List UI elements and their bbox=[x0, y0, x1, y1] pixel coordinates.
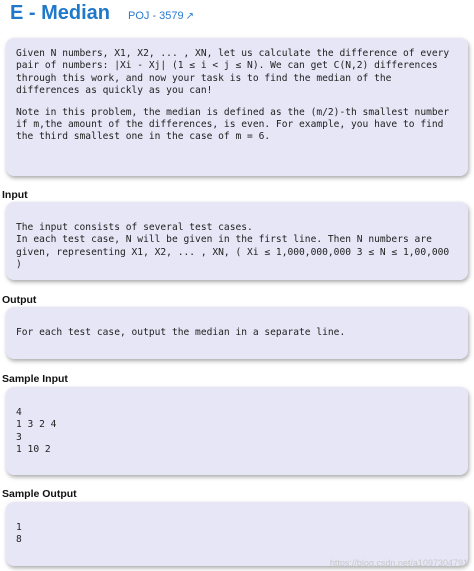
source-link[interactable] bbox=[128, 10, 194, 22]
sample-output-heading: Sample Output bbox=[2, 488, 77, 500]
input-panel bbox=[6, 202, 468, 280]
sample-input-line: 4 bbox=[16, 407, 22, 418]
output-panel bbox=[6, 307, 468, 359]
sample-input-line: 3 bbox=[16, 431, 22, 443]
problem-header bbox=[10, 2, 194, 30]
sample-input-panel bbox=[6, 387, 468, 475]
output-text: For each test case, output the median in a separate line. bbox=[16, 327, 346, 338]
sample-input-line: 1 10 2 bbox=[16, 444, 51, 456]
sample-output-line: 1 bbox=[16, 522, 22, 533]
input-line-1: The input consists of several test cases. bbox=[16, 222, 253, 233]
source-link-label: POJ - 3579 bbox=[128, 10, 184, 22]
sample-output-panel bbox=[6, 502, 468, 566]
external-link-icon: ↗ bbox=[185, 11, 195, 22]
problem-title: E - Median bbox=[10, 2, 111, 24]
description-paragraph-1: Given N numbers, X1, X2, ... , XN, let us calculate the difference of every pair of numbers: ∣Xi - Xj∣ (1 ≤ i < j ≤ N). We can get C(N,2) differences through this work, and now your task is to find the median of the differences as quickly as you can! bbox=[16, 48, 450, 97]
description-panel bbox=[6, 38, 468, 176]
watermark: https://blog.csdn.net/a1097304791 bbox=[329, 558, 468, 568]
sample-input-heading: Sample Input bbox=[2, 373, 68, 385]
input-heading: Input bbox=[2, 189, 28, 201]
input-line-2: In each test case, N will be given in the first line. Then N numbers are given, representing X1, X2, ... , XN, ( Xi ≤ 1,000,000,000 3 ≤ N ≤ 1,00,000 ) bbox=[16, 234, 450, 271]
sample-output-line: 8 bbox=[16, 534, 22, 546]
output-heading: Output bbox=[2, 294, 37, 306]
description-paragraph-2: Note in this problem, the median is defined as the (m/2)-th smallest number if m,the amount of the differences, is even. For example, you have to find the third smallest one in the case of m = 6. bbox=[16, 106, 450, 143]
sample-input-line: 1 3 2 4 bbox=[16, 419, 57, 431]
